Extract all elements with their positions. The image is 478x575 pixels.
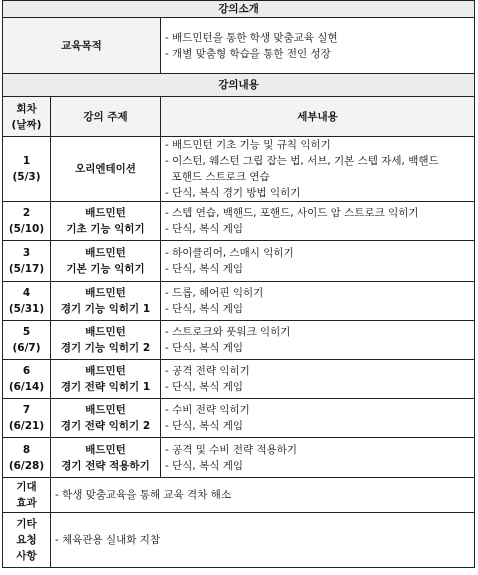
request-text: - 체육관용 실내화 지참	[51, 513, 475, 568]
details-cell: - 배드민턴 기초 기능 및 규칙 익히기 - 이스턴, 웨스턴 그립 잡는 법, 서브, 기본 스텝 자세, 백핸드 포핸드 스트로크 연습 - 단식, 복식 경기 방법 익히기	[161, 137, 475, 202]
goal-item: - 배드민턴을 통한 학생 맞춤교육 실현	[165, 31, 338, 44]
session-header: 회차 (날짜)	[3, 97, 51, 137]
content-section-title: 강의내용	[3, 74, 475, 97]
session-cell: 8 (6/28)	[3, 438, 51, 478]
details-cell: - 공격 및 수비 전략 적용하기 - 단식, 복식 게임	[161, 438, 475, 478]
table-row	[3, 282, 475, 321]
details-cell: - 스트로크와 풋워크 익히기 - 단식, 복식 게임	[161, 321, 475, 360]
session-cell: 3 (5/17)	[3, 241, 51, 282]
topic-cell: 배드민턴 경기 전략 익히기 1	[51, 360, 161, 399]
session-cell: 6 (6/14)	[3, 360, 51, 399]
goal-label: 교육목적	[3, 18, 161, 74]
lecture-plan-table	[2, 0, 475, 568]
topic-cell: 배드민턴 경기 기능 익히기 2	[51, 321, 161, 360]
request-label: 기타 요청 사항	[3, 513, 51, 568]
effect-label: 기대 효과	[3, 478, 51, 513]
effect-text: - 학생 맞춤교육을 통해 교육 격차 해소	[51, 478, 475, 513]
table-row	[3, 321, 475, 360]
topic-cell: 배드민턴 경기 전략 익히기 2	[51, 399, 161, 438]
details-cell: - 공격 전략 익히기 - 단식, 복식 게임	[161, 360, 475, 399]
topic-cell: 오리엔테이션	[51, 137, 161, 202]
topic-cell: 배드민턴 경기 기능 익히기 1	[51, 282, 161, 321]
session-cell: 2 (5/10)	[3, 202, 51, 241]
table-row	[3, 399, 475, 438]
request-row	[3, 513, 475, 568]
details-cell: - 수비 전략 익히기 - 단식, 복식 게임	[161, 399, 475, 438]
intro-section-title: 강의소개	[3, 1, 475, 18]
table-header-row	[3, 97, 475, 137]
session-cell: 1 (5/3)	[3, 137, 51, 202]
session-cell: 4 (5/31)	[3, 282, 51, 321]
content-section-row	[3, 74, 475, 97]
effect-row	[3, 478, 475, 513]
table-row	[3, 360, 475, 399]
goal-item: - 개별 맞춤형 학습을 통한 전인 성장	[165, 47, 331, 60]
topic-header: 강의 주제	[51, 97, 161, 137]
details-cell: - 하이클리어, 스매시 익히기 - 단식, 복식 게임	[161, 241, 475, 282]
topic-cell: 배드민턴 기본 기능 익히기	[51, 241, 161, 282]
table-row	[3, 137, 475, 202]
table-row	[3, 202, 475, 241]
details-cell: - 드롭, 헤어핀 익히기 - 단식, 복식 게임	[161, 282, 475, 321]
topic-cell: 배드민턴 경기 전략 적용하기	[51, 438, 161, 478]
session-cell: 7 (6/21)	[3, 399, 51, 438]
goal-row	[3, 18, 475, 74]
topic-cell: 배드민턴 기초 기능 익히기	[51, 202, 161, 241]
intro-section-row	[3, 1, 475, 18]
session-cell: 5 (6/7)	[3, 321, 51, 360]
goal-details	[161, 18, 475, 74]
table-row	[3, 438, 475, 478]
table-row	[3, 241, 475, 282]
details-header: 세부내용	[161, 97, 475, 137]
details-cell: - 스텝 연습, 백핸드, 포핸드, 사이드 암 스트로크 익히기 - 단식, 복식 게임	[161, 202, 475, 241]
